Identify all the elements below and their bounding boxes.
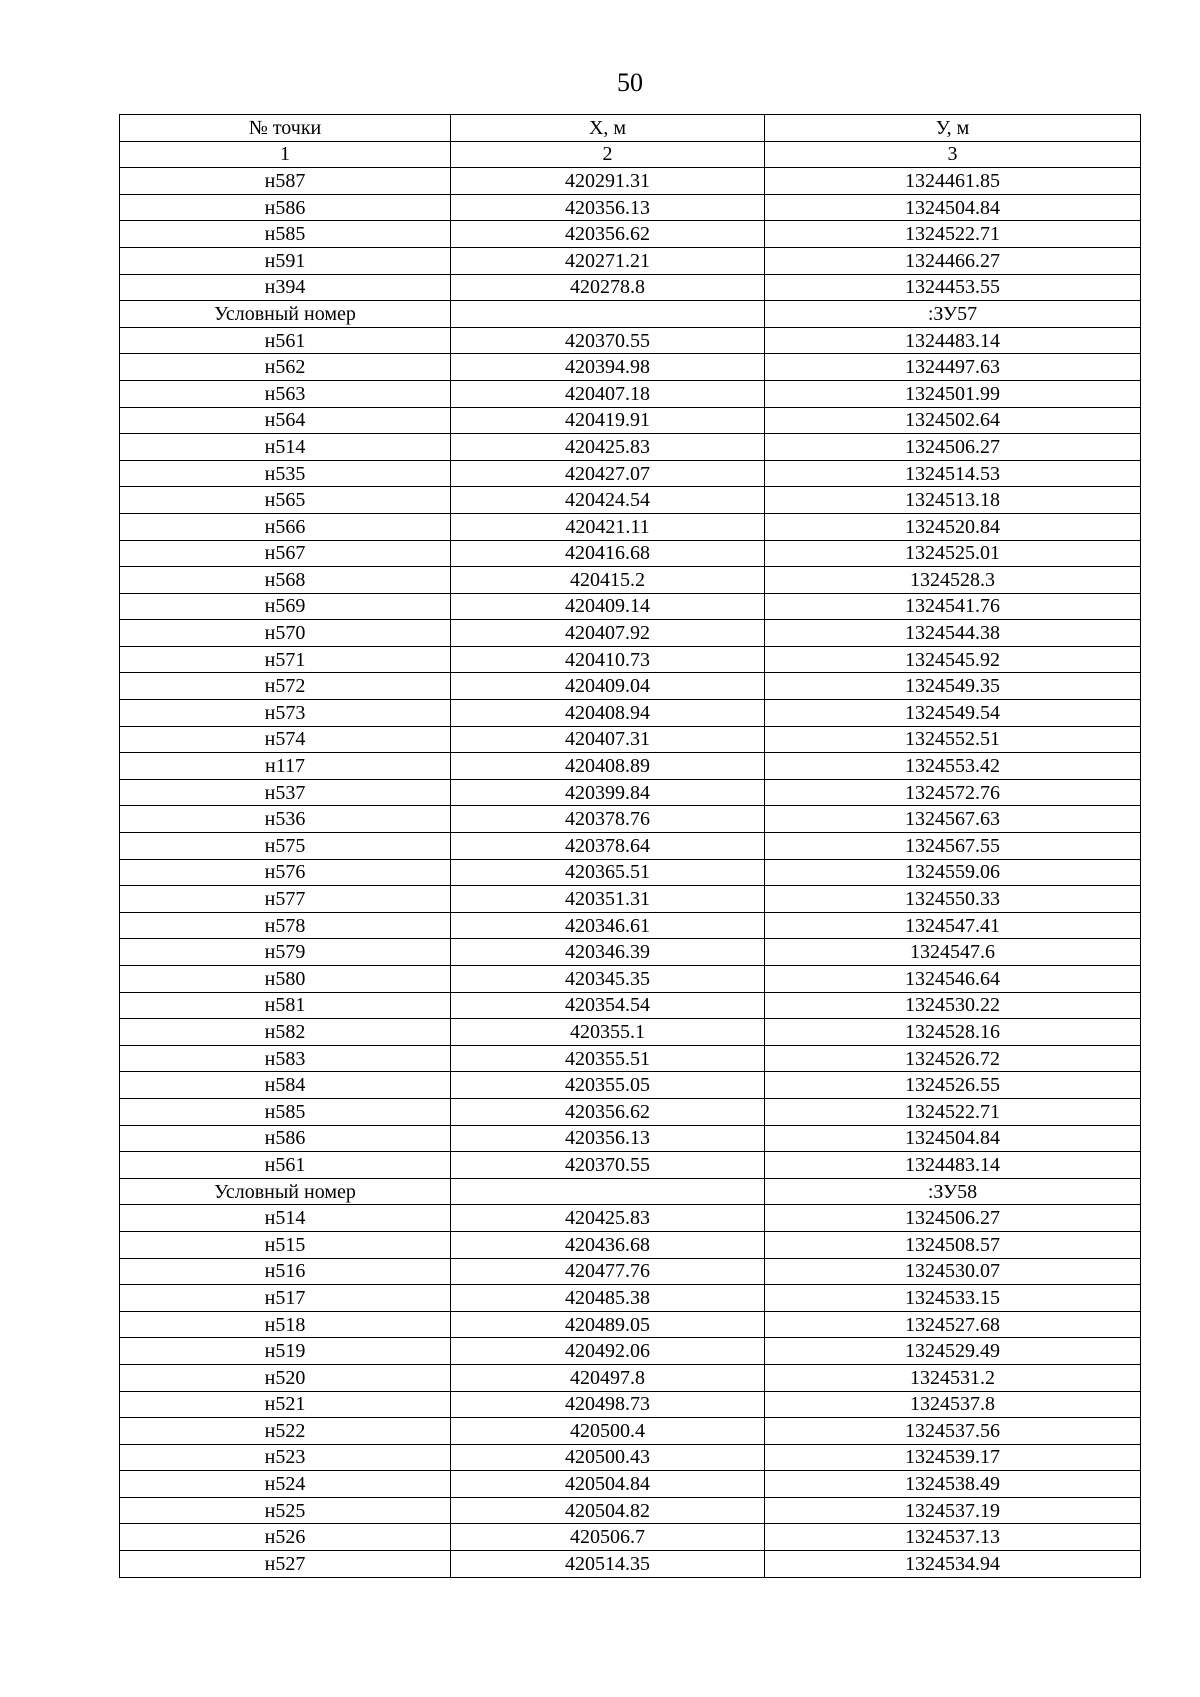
table-row bbox=[120, 274, 1141, 301]
point-number-cell: н564 bbox=[120, 407, 451, 434]
point-number-cell: н522 bbox=[120, 1418, 451, 1445]
y-coordinate-cell: 1324513.18 bbox=[765, 487, 1141, 514]
x-coordinate-cell: 420356.13 bbox=[451, 194, 765, 221]
table-row bbox=[120, 1205, 1141, 1232]
table-row bbox=[120, 1019, 1141, 1046]
x-coordinate-cell: 420370.55 bbox=[451, 327, 765, 354]
table-row bbox=[120, 487, 1141, 514]
table-body bbox=[120, 168, 1141, 1577]
table-row bbox=[120, 1045, 1141, 1072]
table-row bbox=[120, 1072, 1141, 1099]
point-number-cell: н585 bbox=[120, 221, 451, 248]
table-row bbox=[120, 1098, 1141, 1125]
y-coordinate-cell: 1324508.57 bbox=[765, 1231, 1141, 1258]
x-coordinate-cell: 420504.82 bbox=[451, 1497, 765, 1524]
x-coordinate-cell: 420394.98 bbox=[451, 354, 765, 381]
y-coordinate-cell: 1324539.17 bbox=[765, 1444, 1141, 1471]
x-coordinate-cell: 420500.43 bbox=[451, 1444, 765, 1471]
y-coordinate-cell: 1324483.14 bbox=[765, 1152, 1141, 1179]
point-number-cell: н587 bbox=[120, 168, 451, 195]
table-row bbox=[120, 567, 1141, 594]
point-number-cell: н586 bbox=[120, 1125, 451, 1152]
x-coordinate-cell: 420409.04 bbox=[451, 673, 765, 700]
x-coordinate-cell: 420425.83 bbox=[451, 1205, 765, 1232]
y-coordinate-cell: 1324544.38 bbox=[765, 620, 1141, 647]
y-coordinate-cell: 1324504.84 bbox=[765, 1125, 1141, 1152]
table-row bbox=[120, 460, 1141, 487]
y-coordinate-cell: 1324522.71 bbox=[765, 1098, 1141, 1125]
y-coordinate-cell: 1324502.64 bbox=[765, 407, 1141, 434]
table-row bbox=[120, 886, 1141, 913]
x-coordinate-cell: 420427.07 bbox=[451, 460, 765, 487]
table-row bbox=[120, 646, 1141, 673]
point-number-cell: н562 bbox=[120, 354, 451, 381]
x-coordinate-cell: 420356.13 bbox=[451, 1125, 765, 1152]
x-coordinate-cell: 420477.76 bbox=[451, 1258, 765, 1285]
point-number-cell: н523 bbox=[120, 1444, 451, 1471]
y-coordinate-cell: 1324537.13 bbox=[765, 1524, 1141, 1551]
point-number-cell: н521 bbox=[120, 1391, 451, 1418]
point-number-cell: н579 bbox=[120, 939, 451, 966]
point-number-cell: н570 bbox=[120, 620, 451, 647]
point-number-cell: н516 bbox=[120, 1258, 451, 1285]
point-number-cell: н517 bbox=[120, 1285, 451, 1312]
y-coordinate-cell: 1324567.55 bbox=[765, 833, 1141, 860]
point-number-cell: Условный номер bbox=[120, 1178, 451, 1205]
x-coordinate-cell bbox=[451, 1178, 765, 1205]
table-row bbox=[120, 1551, 1141, 1578]
table-row bbox=[120, 1497, 1141, 1524]
point-number-cell: н586 bbox=[120, 194, 451, 221]
point-number-cell: н519 bbox=[120, 1338, 451, 1365]
y-coordinate-cell: 1324528.16 bbox=[765, 1019, 1141, 1046]
y-coordinate-cell: 1324506.27 bbox=[765, 434, 1141, 461]
column-number-2: 2 bbox=[451, 141, 765, 168]
y-coordinate-cell: 1324559.06 bbox=[765, 859, 1141, 886]
y-coordinate-cell: 1324549.54 bbox=[765, 700, 1141, 727]
table-row bbox=[120, 168, 1141, 195]
x-coordinate-cell: 420410.73 bbox=[451, 646, 765, 673]
column-number-row bbox=[120, 141, 1141, 168]
y-coordinate-cell: 1324549.35 bbox=[765, 673, 1141, 700]
point-number-cell: н576 bbox=[120, 859, 451, 886]
page-number: 50 bbox=[617, 68, 643, 97]
table-row bbox=[120, 806, 1141, 833]
point-number-cell: н565 bbox=[120, 487, 451, 514]
table-row bbox=[120, 221, 1141, 248]
x-coordinate-cell: 420416.68 bbox=[451, 540, 765, 567]
point-number-cell: н568 bbox=[120, 567, 451, 594]
x-coordinate-cell: 420500.4 bbox=[451, 1418, 765, 1445]
point-number-cell: н520 bbox=[120, 1364, 451, 1391]
y-coordinate-cell: 1324506.27 bbox=[765, 1205, 1141, 1232]
x-coordinate-cell: 420504.84 bbox=[451, 1471, 765, 1498]
section-row bbox=[120, 1178, 1141, 1205]
table-row bbox=[120, 673, 1141, 700]
point-number-cell: Условный номер bbox=[120, 301, 451, 328]
x-coordinate-cell: 420407.92 bbox=[451, 620, 765, 647]
x-coordinate-cell: 420346.39 bbox=[451, 939, 765, 966]
table-row bbox=[120, 779, 1141, 806]
x-coordinate-cell: 420355.1 bbox=[451, 1019, 765, 1046]
point-number-cell: н567 bbox=[120, 540, 451, 567]
y-coordinate-cell: 1324483.14 bbox=[765, 327, 1141, 354]
table-row bbox=[120, 1338, 1141, 1365]
point-number-cell: н515 bbox=[120, 1231, 451, 1258]
table-row bbox=[120, 380, 1141, 407]
x-coordinate-cell: 420378.64 bbox=[451, 833, 765, 860]
x-coordinate-cell: 420489.05 bbox=[451, 1311, 765, 1338]
table-row bbox=[120, 194, 1141, 221]
point-number-cell: н536 bbox=[120, 806, 451, 833]
point-number-cell: н584 bbox=[120, 1072, 451, 1099]
header-row bbox=[120, 115, 1141, 142]
y-coordinate-cell: 1324547.41 bbox=[765, 912, 1141, 939]
y-coordinate-cell: 1324526.72 bbox=[765, 1045, 1141, 1072]
point-number-cell: н571 bbox=[120, 646, 451, 673]
x-coordinate-cell: 420421.11 bbox=[451, 513, 765, 540]
x-coordinate-cell: 420378.76 bbox=[451, 806, 765, 833]
table-row bbox=[120, 1364, 1141, 1391]
y-coordinate-cell: :ЗУ58 bbox=[765, 1178, 1141, 1205]
point-number-cell: н535 bbox=[120, 460, 451, 487]
point-number-cell: н524 bbox=[120, 1471, 451, 1498]
table-row bbox=[120, 354, 1141, 381]
table-row bbox=[120, 859, 1141, 886]
point-number-cell: н581 bbox=[120, 992, 451, 1019]
point-number-cell: н573 bbox=[120, 700, 451, 727]
x-coordinate-cell: 420291.31 bbox=[451, 168, 765, 195]
point-number-cell: н572 bbox=[120, 673, 451, 700]
table-row bbox=[120, 726, 1141, 753]
y-coordinate-cell: 1324514.53 bbox=[765, 460, 1141, 487]
x-coordinate-cell: 420345.35 bbox=[451, 966, 765, 993]
point-number-cell: н561 bbox=[120, 327, 451, 354]
y-coordinate-cell: 1324461.85 bbox=[765, 168, 1141, 195]
x-coordinate-cell: 420408.94 bbox=[451, 700, 765, 727]
point-number-cell: н525 bbox=[120, 1497, 451, 1524]
point-number-cell: н518 bbox=[120, 1311, 451, 1338]
x-coordinate-cell: 420370.55 bbox=[451, 1152, 765, 1179]
y-coordinate-cell: 1324522.71 bbox=[765, 221, 1141, 248]
header-x: Х, м bbox=[451, 115, 765, 142]
x-coordinate-cell: 420271.21 bbox=[451, 247, 765, 274]
x-coordinate-cell: 420407.31 bbox=[451, 726, 765, 753]
table-row bbox=[120, 434, 1141, 461]
table-row bbox=[120, 1285, 1141, 1312]
point-number-cell: н578 bbox=[120, 912, 451, 939]
point-number-cell: н526 bbox=[120, 1524, 451, 1551]
y-coordinate-cell: 1324537.19 bbox=[765, 1497, 1141, 1524]
y-coordinate-cell: 1324553.42 bbox=[765, 753, 1141, 780]
point-number-cell: н575 bbox=[120, 833, 451, 860]
x-coordinate-cell: 420354.54 bbox=[451, 992, 765, 1019]
x-coordinate-cell: 420514.35 bbox=[451, 1551, 765, 1578]
table-row bbox=[120, 939, 1141, 966]
x-coordinate-cell: 420356.62 bbox=[451, 221, 765, 248]
x-coordinate-cell: 420492.06 bbox=[451, 1338, 765, 1365]
header-point-number: № точки bbox=[120, 115, 451, 142]
table-row bbox=[120, 912, 1141, 939]
x-coordinate-cell: 420399.84 bbox=[451, 779, 765, 806]
y-coordinate-cell: 1324453.55 bbox=[765, 274, 1141, 301]
table-row bbox=[120, 1391, 1141, 1418]
y-coordinate-cell: 1324567.63 bbox=[765, 806, 1141, 833]
x-coordinate-cell: 420497.8 bbox=[451, 1364, 765, 1391]
point-number-cell: н537 bbox=[120, 779, 451, 806]
y-coordinate-cell: 1324530.07 bbox=[765, 1258, 1141, 1285]
y-coordinate-cell: 1324525.01 bbox=[765, 540, 1141, 567]
y-coordinate-cell: 1324497.63 bbox=[765, 354, 1141, 381]
y-coordinate-cell: 1324545.92 bbox=[765, 646, 1141, 673]
point-number-cell: н574 bbox=[120, 726, 451, 753]
x-coordinate-cell: 420409.14 bbox=[451, 593, 765, 620]
point-number-cell: н585 bbox=[120, 1098, 451, 1125]
table-row bbox=[120, 407, 1141, 434]
y-coordinate-cell: 1324531.2 bbox=[765, 1364, 1141, 1391]
x-coordinate-cell: 420351.31 bbox=[451, 886, 765, 913]
x-coordinate-cell: 420485.38 bbox=[451, 1285, 765, 1312]
x-coordinate-cell bbox=[451, 301, 765, 328]
point-number-cell: н577 bbox=[120, 886, 451, 913]
y-coordinate-cell: :ЗУ57 bbox=[765, 301, 1141, 328]
table-row bbox=[120, 620, 1141, 647]
column-number-3: 3 bbox=[765, 141, 1141, 168]
x-coordinate-cell: 420355.05 bbox=[451, 1072, 765, 1099]
y-coordinate-cell: 1324526.55 bbox=[765, 1072, 1141, 1099]
table-row bbox=[120, 753, 1141, 780]
table-row bbox=[120, 1444, 1141, 1471]
point-number-cell: н117 bbox=[120, 753, 451, 780]
y-coordinate-cell: 1324529.49 bbox=[765, 1338, 1141, 1365]
section-row bbox=[120, 301, 1141, 328]
table-row bbox=[120, 1418, 1141, 1445]
table-row bbox=[120, 327, 1141, 354]
y-coordinate-cell: 1324541.76 bbox=[765, 593, 1141, 620]
x-coordinate-cell: 420415.2 bbox=[451, 567, 765, 594]
x-coordinate-cell: 420436.68 bbox=[451, 1231, 765, 1258]
y-coordinate-cell: 1324504.84 bbox=[765, 194, 1141, 221]
y-coordinate-cell: 1324552.51 bbox=[765, 726, 1141, 753]
y-coordinate-cell: 1324538.49 bbox=[765, 1471, 1141, 1498]
table-row bbox=[120, 1524, 1141, 1551]
y-coordinate-cell: 1324466.27 bbox=[765, 247, 1141, 274]
point-number-cell: н394 bbox=[120, 274, 451, 301]
x-coordinate-cell: 420346.61 bbox=[451, 912, 765, 939]
column-number-1: 1 bbox=[120, 141, 451, 168]
x-coordinate-cell: 420419.91 bbox=[451, 407, 765, 434]
table-row bbox=[120, 1471, 1141, 1498]
point-number-cell: н583 bbox=[120, 1045, 451, 1072]
y-coordinate-cell: 1324528.3 bbox=[765, 567, 1141, 594]
point-number-cell: н580 bbox=[120, 966, 451, 993]
y-coordinate-cell: 1324520.84 bbox=[765, 513, 1141, 540]
y-coordinate-cell: 1324547.6 bbox=[765, 939, 1141, 966]
x-coordinate-cell: 420278.8 bbox=[451, 274, 765, 301]
x-coordinate-cell: 420425.83 bbox=[451, 434, 765, 461]
y-coordinate-cell: 1324572.76 bbox=[765, 779, 1141, 806]
x-coordinate-cell: 420355.51 bbox=[451, 1045, 765, 1072]
table-row bbox=[120, 1125, 1141, 1152]
table-head bbox=[120, 115, 1141, 168]
table-row bbox=[120, 513, 1141, 540]
point-number-cell: н569 bbox=[120, 593, 451, 620]
x-coordinate-cell: 420424.54 bbox=[451, 487, 765, 514]
table-row bbox=[120, 700, 1141, 727]
point-number-cell: н591 bbox=[120, 247, 451, 274]
y-coordinate-cell: 1324534.94 bbox=[765, 1551, 1141, 1578]
point-number-cell: н514 bbox=[120, 1205, 451, 1232]
table-row bbox=[120, 992, 1141, 1019]
coordinates-table bbox=[119, 114, 1141, 1578]
point-number-cell: н582 bbox=[120, 1019, 451, 1046]
header-y: У, м bbox=[765, 115, 1141, 142]
point-number-cell: н561 bbox=[120, 1152, 451, 1179]
y-coordinate-cell: 1324501.99 bbox=[765, 380, 1141, 407]
y-coordinate-cell: 1324527.68 bbox=[765, 1311, 1141, 1338]
point-number-cell: н566 bbox=[120, 513, 451, 540]
table-row bbox=[120, 1311, 1141, 1338]
point-number-cell: н514 bbox=[120, 434, 451, 461]
x-coordinate-cell: 420365.51 bbox=[451, 859, 765, 886]
table-row bbox=[120, 247, 1141, 274]
y-coordinate-cell: 1324546.64 bbox=[765, 966, 1141, 993]
y-coordinate-cell: 1324530.22 bbox=[765, 992, 1141, 1019]
table-row bbox=[120, 1152, 1141, 1179]
x-coordinate-cell: 420506.7 bbox=[451, 1524, 765, 1551]
table-row bbox=[120, 1258, 1141, 1285]
x-coordinate-cell: 420407.18 bbox=[451, 380, 765, 407]
table-row bbox=[120, 1231, 1141, 1258]
table-row bbox=[120, 540, 1141, 567]
x-coordinate-cell: 420498.73 bbox=[451, 1391, 765, 1418]
table-row bbox=[120, 593, 1141, 620]
point-number-cell: н563 bbox=[120, 380, 451, 407]
table-row bbox=[120, 966, 1141, 993]
y-coordinate-cell: 1324537.8 bbox=[765, 1391, 1141, 1418]
point-number-cell: н527 bbox=[120, 1551, 451, 1578]
x-coordinate-cell: 420356.62 bbox=[451, 1098, 765, 1125]
y-coordinate-cell: 1324533.15 bbox=[765, 1285, 1141, 1312]
y-coordinate-cell: 1324537.56 bbox=[765, 1418, 1141, 1445]
y-coordinate-cell: 1324550.33 bbox=[765, 886, 1141, 913]
table-row bbox=[120, 833, 1141, 860]
x-coordinate-cell: 420408.89 bbox=[451, 753, 765, 780]
